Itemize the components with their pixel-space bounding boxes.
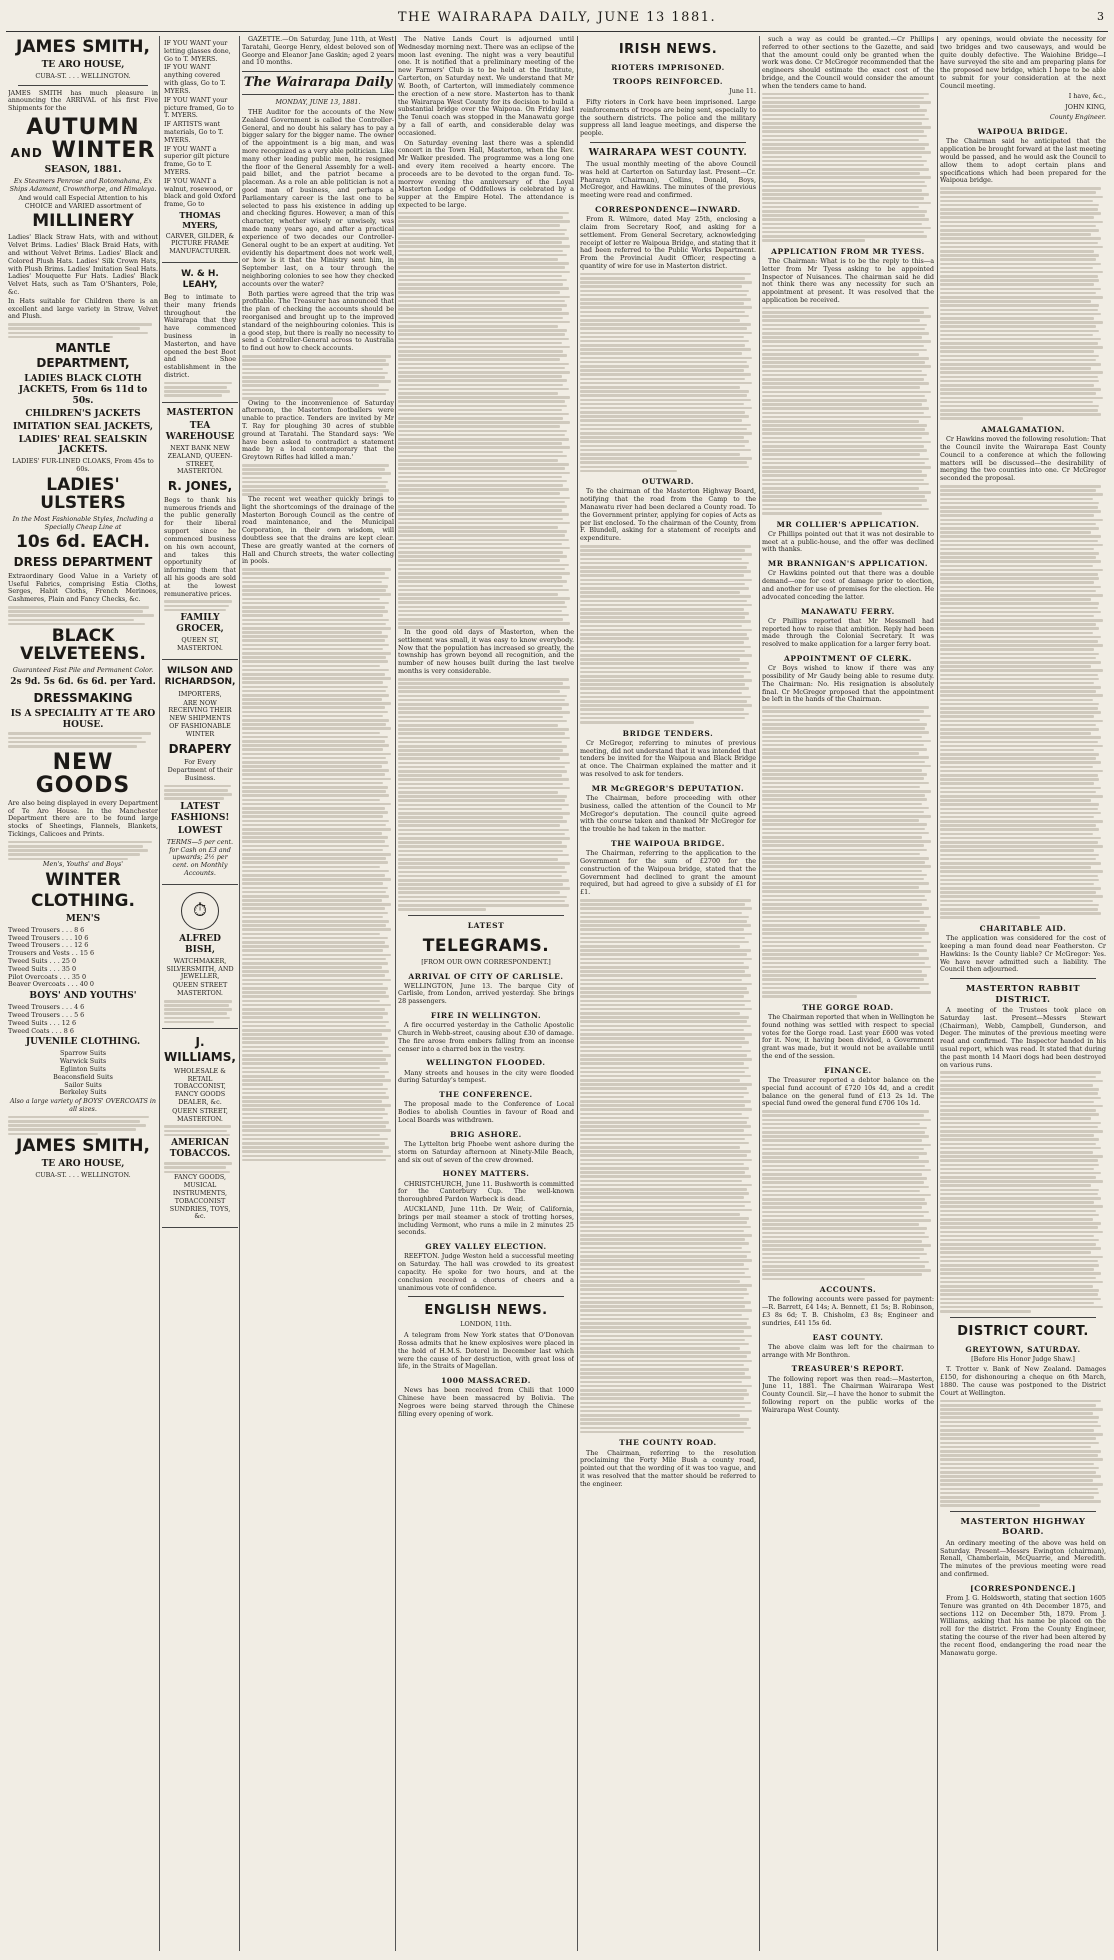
- section-heading: TREASURER'S REPORT.: [791, 1364, 905, 1374]
- telegram-text: AUCKLAND, June 11th. Dr Weir, of California, brings per mail steamer a stock of trotting horses, including Vermont, who runs a mile in 2 minutes 25 seconds.: [398, 1204, 574, 1237]
- news-paragraph: Cr Hawkins pointed out that there was a double demand—one for cost of damage prior to election, and another for use of premises for the election. He advocated conceding the latter.: [762, 569, 934, 601]
- mens-heading: MEN'S: [65, 913, 101, 924]
- fancy-goods: FANCY GOODS, MUSICAL INSTRUMENTS, TOBACCONIST SUNDRIES, TOYS, &c.: [169, 1173, 231, 1221]
- council-heading: WAIRARAPA WEST COUNTY.: [588, 148, 748, 159]
- editorial-paragraph: Owing to the inconvenience of Saturday afternoon, the Masterton footballers were unable to practice. Tenders are invited by Mr T. Ray for ploughing 30 acres of stubble ground at Taratahi. The Standard says: 'We have been asked to contradict a statement made by a local contemporary that the Greytown Rifles had killed a man.': [242, 398, 394, 462]
- news-paragraph: From R. Wilmore, dated May 25th, enclosing a claim from Secretary Roof, and asking for a settlement. From General Secretary, acknowledging receipt of letter re Waipoua Bridge, and stating that it had been referred to the Public Works Department. From the Provincial Audit Officer, respecting a quantity of wire for use in Masterton district.: [580, 215, 756, 271]
- myers-name: THOMAS MYERS,: [179, 210, 221, 230]
- text-lines: [398, 678, 574, 911]
- section-heading: THE WAIPOUA BRIDGE.: [611, 838, 725, 848]
- section-heading: AMALGAMATION.: [981, 425, 1065, 435]
- district-court-bench: [Before His Honor Judge Shaw.]: [971, 1354, 1075, 1363]
- millinery-list: Ladies' Black Straw Hats, with and without Velvet Brims. Ladies' Black Braid Hats, with and without Velvet Brims. Ladies' Black and Colored Plush Hats. Ladies' Silk Crown Hats, with Plush Brims. Ladies' Imitation Seal Hats. Ladies' Mouquette Fur Hats. Ladies' Black Velvet Hats, such as Tam O'Shanters, Pole, &c.: [8, 233, 158, 296]
- telegram-text: News has been received from Chili that 1000 Chinese have been massacred by Bolivia. The Negroes were being starved through the Chinese filling every opening of work.: [398, 1386, 574, 1418]
- irish-sub-heading: TROOPS REINFORCED.: [612, 77, 724, 86]
- column-6-council-report: [762, 36, 934, 1951]
- section-heading: APPOINTMENT OF CLERK.: [783, 654, 913, 663]
- leahy-text: Beg to intimate to their many friends throughout the Wairarapa that they have commenced business in Masterton, and have opened the best Boot and Shoe establishment in the district.: [164, 292, 236, 380]
- section-heading: MR BRANNIGAN'S APPLICATION.: [767, 559, 929, 569]
- telegram-text: A telegram from New York states that O'Donovan Rossa admits that he knew explosives were placed in the hold of H.M.S. Doterel in December last which were the cause of her destruction, with great loss of life, in the Straits of Magellan.: [398, 1331, 574, 1371]
- dress-heading: DRESS DEPARTMENT: [13, 555, 153, 570]
- news-paragraph: The usual monthly meeting of the above Council was held at Carterton on Saturday last. Present—Cr. Pharazyn (Chairman), Collins, Donald, Boys, McGregor, and Hawkins. The minutes of the previous meeting were read and confirmed.: [580, 159, 756, 200]
- text-lines: [762, 93, 934, 242]
- news-paragraph: From J. G. Holdsworth, stating that section 1605 Tenure was granted on 4th December 1875, and sections 112 on December 5th, 1879. From J. Williams, asking that his name be placed on the roll for the district. From the County Engineer, stating the course of the river had been altered by the recent flood, endangering the road near the Manawatu gorge.: [940, 1593, 1106, 1657]
- want-line: IF YOU WANT anything covered with glass, Go to T. MYERS.: [164, 63, 226, 95]
- masthead: [0, 8, 1114, 30]
- want-line: IF YOU WANT your letting glasses done, Go to T. MYERS.: [164, 39, 231, 63]
- footer-address: CUBA-ST. . . . WELLINGTON.: [35, 1171, 131, 1180]
- news-paragraph: Cr Phillips reported that Mr Messmell had reported how to raise that ambition. Reply had been made through the Colonial Secretary. It was resolved to make application for a larger ferry boat.: [762, 616, 934, 649]
- advert-intro: JAMES SMITH has much pleasure in announcing the ARRIVAL of his first Five Shipments for the: [8, 88, 158, 113]
- telegram-text: The proposal made to the Conference of Local Bodies to abolish Counties in favour of Road and Local Boards was withdrawn.: [398, 1100, 574, 1124]
- myers-advert: [162, 36, 238, 263]
- telegram-text: WELLINGTON, June 13. The barque City of Carlisle, from London, arrived yesterday. She brings 28 passengers.: [398, 981, 574, 1006]
- ulsters-price: 10s 6d. EACH.: [16, 532, 150, 553]
- price-line: Beaver Overcoats . . . 40 0: [8, 980, 94, 989]
- text-lines: [8, 841, 158, 860]
- telegram-text: The Lyttelton brig Phoebe went ashore during the storm on Saturday afternoon at Ninety-Mile Beach, and six out of seven of the crew drowned.: [398, 1139, 574, 1164]
- column-3-editorial: [242, 36, 394, 1951]
- imitation-seal: IMITATION SEAL JACKETS,: [12, 421, 154, 432]
- telegram-heading: GREY VALLEY ELECTION.: [425, 1242, 547, 1252]
- terms: TERMS—5 per cent. for Cash on £3 and upwards; 2½ per cent. on Monthly Accounts.: [166, 837, 234, 878]
- telegram-heading: ARRIVAL OF CITY OF CARLISLE.: [408, 971, 564, 981]
- news-paragraph: An ordinary meeting of the above was held on Saturday. Present—Messrs Ewington (chairman), Renall, Chamberlain, McQuarrie, and Meredith. The minutes of the previous meeting were read and confirmed.: [940, 1538, 1106, 1578]
- price-line: Tweed Suits . . . 25 0: [8, 956, 77, 965]
- telegram-heading: THE CONFERENCE.: [439, 1090, 533, 1100]
- telegram-heading: FIRE IN WELLINGTON.: [430, 1011, 542, 1021]
- tea-warehouse: TEA WAREHOUSE: [165, 421, 235, 442]
- column-rule: [577, 36, 578, 1951]
- wilson-richardson-advert: [162, 660, 238, 885]
- news-paragraph: To the chairman of the Masterton Highway Board, notifying that the road from the Camp to the Manawatu river had been declared a County road. To the Government printer, applying for copies of Acts as per list enclosed. To the chairman of the County, from F. Blundell, asking for a statement of receipts and expenditure.: [580, 487, 756, 543]
- district-court-sub: GREYTOWN, SATURDAY.: [965, 1344, 1081, 1354]
- advertiser-name: JAMES SMITH,: [16, 37, 150, 57]
- divider: [950, 1511, 1096, 1512]
- text-lines: [8, 1116, 158, 1135]
- drapery-heading: DRAPERY: [168, 741, 232, 756]
- season-heading: AUTUMN AND WINTER: [10, 115, 156, 164]
- wr-name: WILSON AND RICHARDSON,: [164, 665, 236, 687]
- clothing-winter: WINTER: [45, 870, 121, 891]
- williams-advert: [162, 1029, 238, 1228]
- news-paragraph: T. Trotter v. Bank of New Zealand. Damages £150, for dishonouring a cheque on 6th March, 1880. The cause was postponed to the District Court at Wellington.: [940, 1365, 1106, 1397]
- divider: [408, 915, 564, 916]
- text-lines: [242, 464, 394, 496]
- section-heading: WAIPOUA BRIDGE.: [977, 127, 1069, 137]
- price-line: Tweed Suits . . . 12 6: [8, 1018, 77, 1027]
- divider: [18, 85, 148, 86]
- ulsters-heading: LADIES' ULSTERS: [40, 475, 126, 513]
- editorial-paragraph: THE Auditor for the accounts of the New Zealand Government is called the Controller-General, and no doubt his salary has to pay a bigger salary for the bigger name. The owner of the appointment is a big man, and was more recognized as a very able politician. Like many other leading public men, he resigned the floor of the General Assembly for a well-paid billet, and the patriot became a placeman. As a role an able politician is not a good man of business, and perhaps a Parliamentary career is the last one to be selected to pass his existence in adding up and checking figures. However, a man of this character, whether wisely or unwisely, was made many years ago, and after a practical experience of two decades our Controller-General ought to be an expert at auditing. Yet evidently his department does not work well, or how is it that the Ministry sent him, in September last, on a tour through the neighboring colonies to see how they checked accounts over the water?: [242, 107, 394, 288]
- juvenile-item: Beaconsfield Suits: [53, 1072, 113, 1081]
- gazette-notice: GAZETTE.—On Saturday, June 11th, at West Taratahi, George Henry, eldest beloved son of George and Eleanor Jane Gaskin; aged 2 years and 10 months.: [242, 36, 394, 67]
- news-paragraph: In the good old days of Masterton, when the settlement was small, it was easy to know everybody. Now that the population has increased so greatly, the township has grown beyond all recognition, and the number of new houses built during the last twelve months is very considerable.: [398, 628, 574, 676]
- want-line: IF ARTISTS want materials, Go to T. MYERS.: [164, 120, 224, 144]
- text-lines: [940, 187, 1106, 420]
- news-paragraph: The Treasurer reported a debtor balance on the special fund account of £720 10s 4d, and a credit balance on the general fund of £13 2s 1d. The special fund owed the general fund £706 10s 1d.: [762, 1075, 934, 1108]
- price-line: Pilot Overcoats . . . 35 0: [8, 972, 87, 981]
- signoff-name: JOHN KING,: [1065, 102, 1106, 111]
- section-heading: FINANCE.: [824, 1065, 872, 1075]
- want-line: IF YOU WANT a walnut, rosewood, or black and gold Oxford frame, Go to: [164, 176, 236, 209]
- news-paragraph: A meeting of the Trustees took place on Saturday last. Present—Messrs Stewart (Chairman), Webb, Campbell, Gunderson, and Deger. The minutes of the previous meeting were read and confirmed. The Inspector handed in his usual report, which was read. It stated that during the past month 14 Maori dogs had been destroyed on various runs.: [940, 1005, 1106, 1069]
- section-heading: BRIDGE TENDERS.: [622, 728, 714, 738]
- page-number: 3: [1097, 10, 1104, 23]
- juvenile-item: Sailor Suits: [64, 1080, 102, 1089]
- section-heading: MR McGREGOR'S DEPUTATION.: [591, 783, 745, 793]
- williams-address: QUEEN STREET, MASTERTON.: [172, 1106, 228, 1123]
- column-rule: [937, 36, 938, 1951]
- drapery-note: For Every Department of their Business.: [167, 758, 233, 782]
- mantle-heading: MANTLE DEPARTMENT,: [36, 341, 130, 371]
- news-paragraph: The Chairman said he anticipated that the application be brought forward at the last meeting would be passed, and he would ask the Council to allow them to adopt certain plans and specifications which had been prepared for the Waipoua bridge.: [940, 137, 1106, 185]
- new-goods-heading: NEW GOODS: [35, 749, 131, 798]
- text-lines: [8, 732, 158, 747]
- text-lines: [940, 1071, 1106, 1312]
- telegram-text: A fire occurred yesterday in the Catholic Apostolic Church in Webb-street, causing about £30 of damage. The fire arose from embers falling from an incense censer into a charred box in the vestry.: [398, 1021, 574, 1053]
- section-heading: APPLICATION FROM MR TYESS.: [771, 246, 925, 256]
- news-paragraph: The Chairman, referring to the application to the Government for the sum of £2700 for the construction of the Waipoua bridge, stated that the Government had declined to grant the amount required, but had agreed to give a subsidy of £1 for £1.: [580, 849, 756, 897]
- signoff: I have, &c.,: [1068, 91, 1106, 100]
- irish-date: June 11.: [729, 87, 756, 96]
- footer-house: TE ARO HOUSE,: [41, 1159, 125, 1170]
- millinery-children: In Hats suitable for Children there is an excellent and large variety in Straw, Velvet and Plush.: [8, 296, 158, 321]
- news-paragraph: The application was considered for the cost of keeping a man found dead near Featherston. Cr Hawkins: Is the County liable? Cr McGregor: Yes. We have never admitted such a liability. The Council then adjourned.: [940, 934, 1106, 974]
- newspaper-nameplate: The Wairarapa Daily: [242, 71, 394, 95]
- news-paragraph: The following report was then read:—Masterton, June 11, 1881. The Chairman Wairarapa West County Council. Sir,—I have the honor to submit the following report on the public works of the Wairarapa West County.: [762, 1374, 934, 1414]
- telegram-heading: BRIG ASHORE.: [450, 1129, 522, 1139]
- boys-heading: BOYS' AND YOUTHS': [29, 991, 137, 1002]
- masthead-rule: [6, 31, 1108, 32]
- jones-name: R. JONES,: [167, 479, 233, 494]
- williams-sub: WHOLESALE & RETAIL TOBACCONIST, FANCY GOODS DEALER, &c.: [174, 1066, 226, 1106]
- news-paragraph: Cr Hawkins moved the following resolution: That the Council invite the Wairarapa East County Council to a conference at which the following matters will be discussed—the desirability of merging the two counties into one. Cr McGregor seconded the proposal.: [940, 435, 1106, 483]
- text-lines: [164, 785, 236, 800]
- news-paragraph: The following accounts were passed for payment:—R. Barrett, £4 14s; A. Bennett, £1 5s; B. Robinson, £3 8s 6d; T. B. Chisholm, £3 8s; Engineer and sundries, £41 15s 6d.: [762, 1295, 934, 1327]
- velveteens-price: 2s 9d. 5s 6d. 6s 6d. per Yard.: [10, 676, 156, 687]
- section-heading: THE COUNTY ROAD.: [619, 1438, 717, 1448]
- telegrams-latest: LATEST: [467, 920, 505, 930]
- watch-icon: ⏱: [181, 892, 219, 930]
- williams-name: J. WILLIAMS,: [164, 1035, 236, 1065]
- bish-address: QUEEN STREET MASTERTON.: [172, 981, 228, 998]
- telegram-heading: WELLINGTON FLOODED.: [426, 1058, 546, 1068]
- leahy-name: W. & H. LEAHY,: [181, 269, 219, 290]
- text-lines: [8, 606, 158, 625]
- footer-advertiser-name: JAMES SMITH,: [16, 1136, 150, 1157]
- text-lines: [762, 307, 934, 515]
- column-2-advertisements: [162, 36, 238, 1951]
- news-paragraph: Cr McGregor, referring to minutes of previous meeting, did not understand that it was intended that tenders be invited for the Waipoua and Black Bridge at once. The Chairman explained the matter and it was resolved to ask for tenders.: [580, 738, 756, 778]
- season-autumn: AUTUMN: [26, 115, 140, 141]
- velveteens-heading: BLACK VELVETEENS.: [20, 626, 146, 665]
- section-heading: CHARITABLE AID.: [979, 923, 1067, 933]
- masthead-title: THE WAIRARAPA DAILY, JUNE 13 1881.: [397, 10, 717, 25]
- divider: [590, 142, 746, 143]
- childrens-jackets: CHILDREN'S JACKETS: [25, 408, 141, 419]
- column-1-advertisement: [8, 36, 158, 1951]
- text-lines: [164, 1000, 236, 1024]
- dressmaking-sub: IS A SPECIALITY AT TE ARO HOUSE.: [10, 708, 156, 730]
- season-winter: WINTER: [51, 138, 156, 164]
- column-rule: [239, 36, 240, 1951]
- column-7-news: [940, 36, 1106, 1951]
- column-rule: [159, 36, 160, 1951]
- news-paragraph: Cr Boys wished to know if there was any possibility of Mr Gaudy being able to resume duty. The Chairman: No. His resignation is absolutely final. Cr McGregor proposed that the appointment be left in the hands of the Chairman.: [762, 664, 934, 704]
- english-news-heading: ENGLISH NEWS.: [424, 1303, 548, 1319]
- dress-text: Extraordinary Good Value in a Variety of Useful Fabrics, comprising Estia Cloths, Serges, Habit Cloths, French Merinoes, Cashmeres, Plain and Fancy Checks, &c.: [8, 571, 158, 604]
- section-heading: OUTWARD.: [641, 477, 695, 487]
- price-line: Tweed Trousers . . . 12 6: [8, 941, 89, 950]
- news-paragraph: The Chairman, before proceeding with other business, called the attention of the Council to Mr McGregor's deputation. The council quite agreed with the course taken and thanked Mr McGregor for the trouble he had taken in the matter.: [580, 793, 756, 834]
- attention-notice: And would call Especial Attention to his CHOICE and VARIED assortment of: [18, 193, 148, 210]
- millinery-heading: MILLINERY: [32, 211, 134, 232]
- tea-address: NEXT BANK NEW ZEALAND, QUEEN-STREET, MASTERTON.: [167, 443, 233, 476]
- juvenile-item: Berkeley Suits: [59, 1088, 107, 1097]
- text-lines: [164, 382, 236, 397]
- column-4-news: [398, 36, 574, 1951]
- news-paragraph: Cr Phillips pointed out that it was not desirable to meet at a public-house, and the offer was declined with thanks.: [762, 529, 934, 554]
- text-lines: [762, 1110, 934, 1280]
- price-line: Trousers and Vests . . 15 6: [8, 949, 95, 958]
- news-paragraph: The Chairman, referring to the resolution proclaiming the Forty Mile Bush a county road, pointed out that the wording of it was too vague, and it was resolved that the matter should be referred to the engineer.: [580, 1448, 756, 1488]
- juvenile-item: Warwick Suits: [59, 1057, 107, 1066]
- signoff-title: County Engineer.: [1049, 113, 1106, 122]
- news-paragraph: Fifty rioters in Cork have been imprisoned. Large reinforcements of troops are being sent, especially to the southern districts. The police and the military suppress all land league meetings, and disperse the people.: [580, 97, 756, 138]
- text-lines: [580, 899, 756, 1433]
- ulsters-note: In the Most Fashionable Styles, Including a Specially Cheap Line at: [12, 514, 154, 531]
- text-lines: [580, 273, 756, 472]
- wr-new: ARE NOW RECEIVING THEIR NEW SHIPMENTS OF FASHIONABLE WINTER: [168, 698, 232, 738]
- myers-sub: CARVER, GILDER, & PICTURE FRAME MANUFACTURER.: [165, 231, 235, 256]
- irish-sub-heading: RIOTERS IMPRISONED.: [611, 62, 725, 72]
- bish-name: ALFRED BISH,: [179, 933, 221, 955]
- jones-advert: [162, 403, 238, 660]
- editorial-paragraph: Both parties were agreed that the trip was profitable. The Treasurer has announced that the plan of checking the accounts should be reorganised and brought up to the improved standard of the neighbouring colonies. This is a good step, but there is really no necessity to send a Controller-General across to Australia to find out how to check accounts.: [242, 289, 394, 353]
- editorial-paragraph: The recent wet weather quickly brings to light the shortcomings of the drainage of the Masterton Borough Council as the centre of road maintenance, and the Municipal Corporation, in their own wisdom, will doubtless see that the drains are kept clear. These are greatly wanted at the corners of Hall and Church streets, the water collecting in pools.: [242, 494, 394, 566]
- mens-price-list: [8, 927, 158, 990]
- section-heading: MR COLLIER'S APPLICATION.: [776, 519, 920, 529]
- telegram-text: Many streets and houses in the city were flooded during Saturday's tempest.: [398, 1068, 574, 1085]
- section-heading: MANAWATU FERRY.: [801, 606, 895, 616]
- juvenile-heading: JUVENILE CLOTHING.: [25, 1037, 141, 1048]
- news-paragraph: such a way as could be granted.—Cr Phillips referred to other sections to the Gazette, and said that the amount could only be granted when the work was done. Cr McGregor recommended that the engineers should estimate the exact cost of the bridge, and the Council would consider the amount when the tenders came to hand.: [762, 36, 934, 90]
- overcoats-note: Also a large variety of BOYS' OVERCOATS in all sizes.: [9, 1097, 157, 1114]
- furlined: LADIES' FUR-LINED CLOAKS, From 45s to 60s.: [12, 457, 154, 474]
- latest-fashions: LATEST FASHIONS!: [170, 801, 230, 823]
- irish-news-heading: IRISH NEWS.: [618, 42, 718, 57]
- jackets-line: LADIES BLACK CLOTH JACKETS, From 6s 11d to 50s.: [18, 373, 148, 406]
- bish-advert: [162, 885, 238, 1030]
- section-heading: EAST COUNTY.: [812, 1332, 884, 1342]
- want-line: IF YOU WANT a superior gilt picture frame, Go to T. MYERS.: [164, 144, 230, 176]
- juvenile-item: Sparrow Suits: [59, 1049, 107, 1058]
- telegram-heading: 1000 MASSACRED.: [441, 1376, 531, 1386]
- jones-address: QUEEN ST, MASTERTON.: [177, 636, 223, 653]
- text-lines: [580, 545, 756, 723]
- sealskin: LADIES' REAL SEALSKIN JACKETS.: [18, 434, 148, 456]
- text-lines: [164, 600, 236, 611]
- divider: [408, 1296, 564, 1297]
- telegram-text: CHRISTCHURCH, June 11. Bushworth is committed for the Canterbury Cup. The well-known thoroughbred Pardon Warbeck is dead.: [398, 1179, 574, 1204]
- section-heading: THE GORGE ROAD.: [802, 1002, 894, 1012]
- news-paragraph: The Chairman reported that when in Wellington he found nothing was settled with respect to special votes for the Gorge road. Last year £600 was voted for it. Now, it having been divided, a Government grant was made, but it would not be available until the end of the session.: [762, 1012, 934, 1060]
- section-heading: CORRESPONDENCE—INWARD.: [595, 205, 741, 215]
- news-paragraph: ary openings, would obviate the necessity for two bridges and two causeways, and would be quite doubly defective. The Waiohine Bridge—I have surveyed the site and am preparing plans for the proposed new bridge, which I hope to be able to submit for your consideration at the next Council meeting.: [940, 36, 1106, 90]
- text-lines: [164, 1125, 236, 1136]
- highway-board-heading: MASTERTON HIGHWAY BOARD.: [960, 1517, 1086, 1538]
- bish-sub: WATCHMAKER, SILVERSMITH, AND JEWELLER,: [166, 956, 234, 981]
- price-line: Tweed Trousers . . . 8 6: [8, 925, 85, 934]
- news-paragraph: The above claim was left for the chairman to arrange with Mr Bonthron.: [762, 1342, 934, 1359]
- text-lines: [940, 485, 1106, 919]
- leahy-advert: [162, 263, 238, 403]
- price-line: Tweed Suits . . . 35 0: [8, 964, 77, 973]
- velveteens-note: Guaranteed Fast Pile and Permanent Color.: [12, 666, 154, 675]
- editorial-date: MONDAY, JUNE 13, 1881.: [275, 98, 361, 107]
- column-rule: [395, 36, 396, 1951]
- masterton-label: MASTERTON: [166, 408, 234, 419]
- boys-price-list: [8, 1004, 158, 1035]
- telegram-text: REEFTON. Judge Weston held a successful meeting on Saturday. The hall was crowded to its greatest capacity. He spoke for two hours, and at the conclusion received a chorus of cheers and a unanimous vote of confidence.: [398, 1252, 574, 1292]
- telegram-heading: HONEY MATTERS.: [442, 1169, 530, 1179]
- text-lines: [242, 355, 394, 399]
- rabbit-heading: MASTERTON RABBIT DISTRICT.: [965, 984, 1081, 1005]
- section-heading: [CORRESPONDENCE.]: [970, 1583, 1076, 1593]
- divider: [950, 978, 1096, 979]
- price-line: Tweed Trousers . . . 5 6: [8, 1010, 85, 1019]
- advertiser-house: TE ARO HOUSE,: [41, 59, 125, 70]
- english-news-date: LONDON, 11th.: [460, 1320, 512, 1329]
- wr-sub: IMPORTERS,: [178, 689, 222, 698]
- telegrams-heading: TELEGRAMS.: [422, 935, 550, 956]
- column-rule: [759, 36, 760, 1951]
- advertiser-address: CUBA-ST. . . . WELLINGTON.: [35, 71, 131, 80]
- jones-text: Begs to thank his numerous friends and the public generally for their liberal support since he commenced business on his own account, and takes this opportunity of informing them that all his goods are sold at the lowest remunerative prices.: [164, 495, 236, 598]
- juvenile-item: Eglinton Suits: [60, 1065, 106, 1073]
- price-line: Tweed Coats . . . 8 6: [8, 1026, 74, 1035]
- news-paragraph: The Native Lands Court is adjourned until Wednesday morning next. There was an eclipse of the moon last evening. The night was a very beautiful one. It is notified that a preliminary meeting of the new Farmers' Club is to be held at the Institute, Carterton, on Saturday next. We understand that Mr W. Booth, of Carterton, will immediately commence the erection of a new store. Masterton has to thank the Wairarapa West County for its decision to build a substantial bridge over the Waipoua. On Friday last the Tenui coach was stopped in the Manawatu gorge by a fall of earth, and considerable delay was occasioned.: [398, 36, 574, 137]
- text-lines: [398, 212, 574, 629]
- column-5-news: [580, 36, 756, 1951]
- new-goods-text: Are also being displayed in every Department of Te Aro House. In the Manchester Department there are to be found large stocks of Sheetings, Flannels, Blankets, Tickings, Calicoes and Prints.: [8, 798, 158, 839]
- clothing-heading: CLOTHING.: [31, 890, 135, 911]
- want-line: IF YOU WANT your picture framed, Go to T. MYERS.: [164, 95, 234, 120]
- price-line: Tweed Trousers . . . 4 6: [8, 1003, 85, 1012]
- clothing-intro: Men's, Youths' and Boys': [42, 860, 124, 869]
- section-heading: ACCOUNTS.: [819, 1285, 877, 1295]
- text-lines: [8, 323, 158, 338]
- price-line: Tweed Trousers . . . 10 6: [8, 933, 89, 942]
- divider: [950, 1317, 1096, 1318]
- jones-grocer: FAMILY GROCER,: [176, 613, 224, 635]
- telegrams-sub: [FROM OUR OWN CORRESPONDENT.]: [421, 957, 551, 966]
- text-lines: [762, 706, 934, 998]
- shipments: Ex Steamers Penrose and Rotomahana, Ex Ships Adamant, Crownthorpe, and Himalaya.: [9, 177, 157, 194]
- text-lines: [940, 1400, 1106, 1507]
- text-lines: [164, 1162, 236, 1173]
- news-paragraph: The Chairman: What is to be the reply to this—a letter from Mr Tyess asking to be appointed Inspector of Nuisances. The chairman said he did not think there was any necessity for such an appointment at present. It was resolved that the application be received.: [762, 256, 934, 305]
- lowest-label: LOWEST: [177, 825, 223, 836]
- news-paragraph: On Saturday evening last there was a splendid concert in the Town Hall, Masterton, when the Rev. Mr Walker presided. The programme was a long one and every item received a hearty encore. The proceeds are to be devoted to the organ fund. To-morrow evening the anniversary of the Loyal Masterton Lodge of Oddfellows is celebrated by a supper at the Empire Hotel. The attendance is expected to be large.: [398, 138, 574, 210]
- district-court-heading: DISTRICT COURT.: [957, 1323, 1089, 1339]
- american-tobaccos: AMERICAN TOBACCOS.: [169, 1138, 231, 1160]
- season-year: SEASON, 1881.: [44, 165, 122, 176]
- text-lines: [242, 568, 394, 1161]
- juvenile-list: [8, 1050, 158, 1097]
- dressmaking-heading: DRESSMAKING: [33, 690, 133, 705]
